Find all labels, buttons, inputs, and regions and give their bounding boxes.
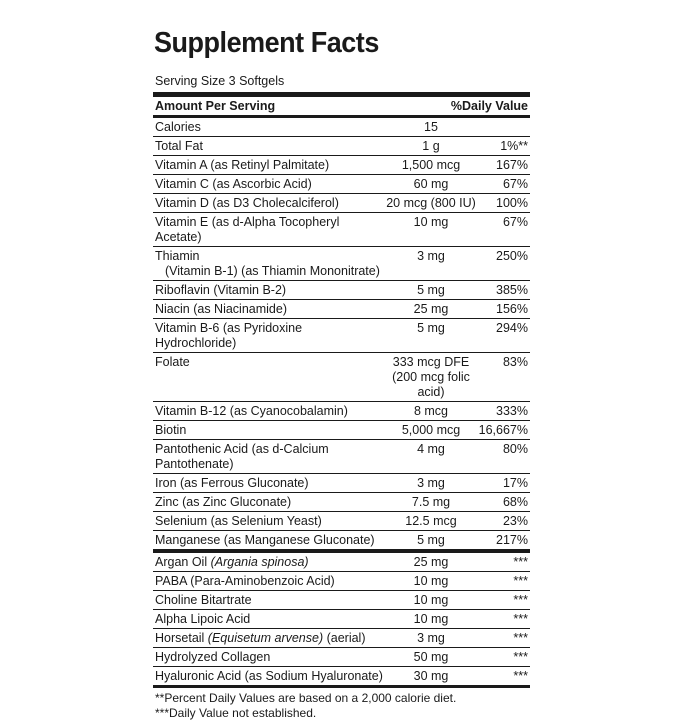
daily-value: *** xyxy=(513,612,528,626)
nutrient-amount xyxy=(385,215,477,245)
amount-line: 1 g xyxy=(422,139,440,153)
amount-line: 5 mg xyxy=(417,321,445,335)
ingredient-name-text: Hyaluronic Acid (as Sodium Hyaluronate) xyxy=(155,669,383,683)
ingredient-name xyxy=(153,669,385,684)
table-row xyxy=(153,246,530,280)
daily-value: 156% xyxy=(496,302,528,316)
nutrient-name-line: Vitamin B-12 (as Cyanocobalamin) xyxy=(155,404,348,418)
nutrient-name xyxy=(153,158,385,173)
nutrient-amount xyxy=(385,355,477,400)
table-row xyxy=(153,511,530,530)
ingredient-amount: 50 mg xyxy=(413,650,449,664)
amount-line: 3 mg xyxy=(417,476,445,490)
nutrient-amount xyxy=(385,476,477,491)
nutrient-name xyxy=(153,355,385,400)
nutrient-name xyxy=(153,120,385,135)
amount-line: 60 mg xyxy=(413,177,449,191)
nutrient-amount xyxy=(385,158,477,173)
ingredient-name xyxy=(153,593,385,608)
nutrient-amount xyxy=(385,442,477,472)
amount-line: 10 mg xyxy=(413,215,449,229)
table-row xyxy=(153,401,530,420)
ingredient-amount: 3 mg xyxy=(417,631,445,645)
nutrient-name xyxy=(153,514,385,529)
nutrient-name xyxy=(153,533,385,548)
nutrient-amount xyxy=(385,283,477,298)
daily-value: 100% xyxy=(496,196,528,210)
table-header xyxy=(153,97,530,115)
daily-value: *** xyxy=(513,650,528,664)
amount-line: 1,500 mcg xyxy=(401,158,461,172)
ingredient-name-text: Horsetail xyxy=(155,631,208,645)
nutrient-name-line: Total Fat xyxy=(155,139,203,153)
footnote-dv: **Percent Daily Values are based on a 2,000 calorie diet. xyxy=(155,691,457,705)
amount-line: 5 mg xyxy=(417,533,445,547)
table-row xyxy=(153,155,530,174)
ingredient-name xyxy=(153,612,385,627)
ingredient-amount: 25 mg xyxy=(413,555,449,569)
table-row xyxy=(153,174,530,193)
nutrient-name-line: Zinc (as Zinc Gluconate) xyxy=(155,495,292,509)
nutrient-name-line: Vitamin E (as d-Alpha Tocopheryl Acetate) xyxy=(155,215,340,244)
nutrient-name-line: Niacin (as Niacinamide) xyxy=(155,302,287,316)
daily-value: 23% xyxy=(502,514,528,528)
nutrient-amount xyxy=(385,514,477,529)
daily-value: 67% xyxy=(502,215,528,229)
nutrient-name xyxy=(153,249,385,279)
nutrient-name-line: Vitamin A (as Retinyl Palmitate) xyxy=(155,158,330,172)
nutrient-amount xyxy=(385,423,477,438)
daily-value: 83% xyxy=(502,355,528,369)
amount-line: 15 xyxy=(424,120,438,134)
daily-value: 67% xyxy=(502,177,528,191)
table-row xyxy=(153,590,530,609)
daily-value: *** xyxy=(513,631,528,645)
nutrient-amount xyxy=(385,139,477,154)
ingredient-name-text: Choline Bitartrate xyxy=(155,593,252,607)
amount-header: Amount Per Serving xyxy=(155,99,276,113)
nutrient-name xyxy=(153,283,385,298)
nutrient-name-line: Biotin xyxy=(155,423,187,437)
daily-value: 17% xyxy=(502,476,528,490)
nutrient-amount xyxy=(385,404,477,419)
amount-line: 20 mcg (800 IU) xyxy=(386,196,476,210)
nutrient-name-line: Vitamin C (as Ascorbic Acid) xyxy=(155,177,312,191)
nutrient-name-line: Vitamin B-6 (as Pyridoxine Hydrochloride) xyxy=(155,321,303,350)
nutrient-name xyxy=(153,476,385,491)
ingredient-amount: 10 mg xyxy=(413,574,449,588)
table-row xyxy=(153,136,530,155)
nutrient-name xyxy=(153,302,385,317)
ingredient-name xyxy=(153,650,385,665)
daily-value: 1%** xyxy=(500,139,528,153)
table-row xyxy=(153,439,530,473)
table-row xyxy=(153,549,530,571)
amount-line-2: (200 mcg folic acid) xyxy=(392,370,470,399)
nutrient-name-line: Iron (as Ferrous Gluconate) xyxy=(155,476,309,490)
footnote-not-established: ***Daily Value not established. xyxy=(155,706,317,720)
daily-value: *** xyxy=(513,574,528,588)
amount-line: 4 mg xyxy=(417,442,445,456)
table-row xyxy=(153,666,530,685)
amount-line: 8 mcg xyxy=(413,404,449,418)
ingredient-name xyxy=(153,574,385,589)
amount-line: 7.5 mg xyxy=(411,495,451,509)
daily-value: *** xyxy=(513,555,528,569)
amount-line: 333 mcg DFE xyxy=(392,355,470,369)
ingredient-name-text: Hydrolyzed Collagen xyxy=(155,650,271,664)
table-row xyxy=(153,530,530,549)
nutrient-name-line-2: (Vitamin B-1) (as Thiamin Mononitrate) xyxy=(165,264,380,278)
amount-line: 5,000 mcg xyxy=(401,423,461,437)
daily-value: 16,667% xyxy=(478,423,528,437)
daily-value: 385% xyxy=(496,283,528,297)
table-row xyxy=(153,571,530,590)
panel-title: Supplement Facts xyxy=(154,27,379,59)
nutrient-name xyxy=(153,404,385,419)
amount-line: 5 mg xyxy=(417,283,445,297)
nutrient-name xyxy=(153,177,385,192)
daily-value: 217% xyxy=(496,533,528,547)
table-row xyxy=(153,280,530,299)
nutrient-name-line: Pantothenic Acid (as d-Calcium Pantothenate) xyxy=(155,442,329,471)
daily-value xyxy=(477,120,530,135)
nutrient-amount xyxy=(385,495,477,510)
ingredient-name-text: Argan Oil xyxy=(155,555,211,569)
daily-value: 68% xyxy=(502,495,528,509)
table-row xyxy=(153,420,530,439)
table-row xyxy=(153,115,530,136)
table-row xyxy=(153,299,530,318)
table-row xyxy=(153,628,530,647)
ingredient-latin-name: (Equisetum arvense) xyxy=(207,631,324,645)
ingredient-name-text: PABA (Para-Aminobenzoic Acid) xyxy=(155,574,335,588)
nutrient-amount xyxy=(385,321,477,351)
nutrient-amount xyxy=(385,249,477,279)
nutrient-name-line: Riboflavin (Vitamin B-2) xyxy=(155,283,287,297)
nutrient-name xyxy=(153,215,385,245)
nutrient-name xyxy=(153,321,385,351)
bottom-rule xyxy=(153,685,530,688)
nutrient-name-line: Thiamin xyxy=(155,249,200,263)
nutrient-amount xyxy=(385,533,477,548)
daily-value: *** xyxy=(513,669,528,683)
table-row xyxy=(153,352,530,401)
nutrient-amount xyxy=(385,302,477,317)
ingredient-amount: 10 mg xyxy=(413,593,449,607)
daily-value: 80% xyxy=(502,442,528,456)
table-row xyxy=(153,193,530,212)
other-ingredients-table xyxy=(153,549,530,685)
daily-value: *** xyxy=(513,593,528,607)
nutrient-name xyxy=(153,139,385,154)
daily-value: 167% xyxy=(496,158,528,172)
amount-line: 25 mg xyxy=(413,302,449,316)
supplement-facts-panel xyxy=(153,28,530,721)
table-row xyxy=(153,647,530,666)
nutrient-table xyxy=(153,115,530,549)
amount-line: 3 mg xyxy=(417,249,445,263)
table-row xyxy=(153,318,530,352)
nutrient-name xyxy=(153,196,385,211)
ingredient-amount: 30 mg xyxy=(413,669,449,683)
nutrient-name xyxy=(153,495,385,510)
serving-size: Serving Size 3 Softgels xyxy=(155,74,285,88)
nutrient-name xyxy=(153,423,385,438)
nutrient-amount xyxy=(385,120,477,135)
amount-line: 12.5 mcg xyxy=(405,514,457,528)
nutrient-amount xyxy=(385,196,477,211)
ingredient-name-text: Alpha Lipoic Acid xyxy=(155,612,251,626)
nutrient-name xyxy=(153,442,385,472)
ingredient-name xyxy=(153,631,385,646)
table-row xyxy=(153,212,530,246)
daily-value: 333% xyxy=(496,404,528,418)
ingredient-name xyxy=(153,555,385,570)
nutrient-name-line: Selenium (as Selenium Yeast) xyxy=(155,514,322,528)
table-row xyxy=(153,473,530,492)
nutrient-name-line: Manganese (as Manganese Gluconate) xyxy=(155,533,375,547)
daily-value: 250% xyxy=(496,249,528,263)
nutrient-amount xyxy=(385,177,477,192)
ingredient-amount: 10 mg xyxy=(413,612,449,626)
ingredient-name-suffix: (aerial) xyxy=(323,631,366,645)
nutrient-name-line: Vitamin D (as D3 Cholecalciferol) xyxy=(155,196,339,210)
ingredient-latin-name: (Argania spinosa) xyxy=(210,555,309,569)
nutrient-name-line: Calories xyxy=(155,120,201,134)
table-row xyxy=(153,492,530,511)
nutrient-name-line: Folate xyxy=(155,355,190,369)
daily-value: 294% xyxy=(496,321,528,335)
dv-header: %Daily Value xyxy=(450,99,528,113)
table-row xyxy=(153,609,530,628)
